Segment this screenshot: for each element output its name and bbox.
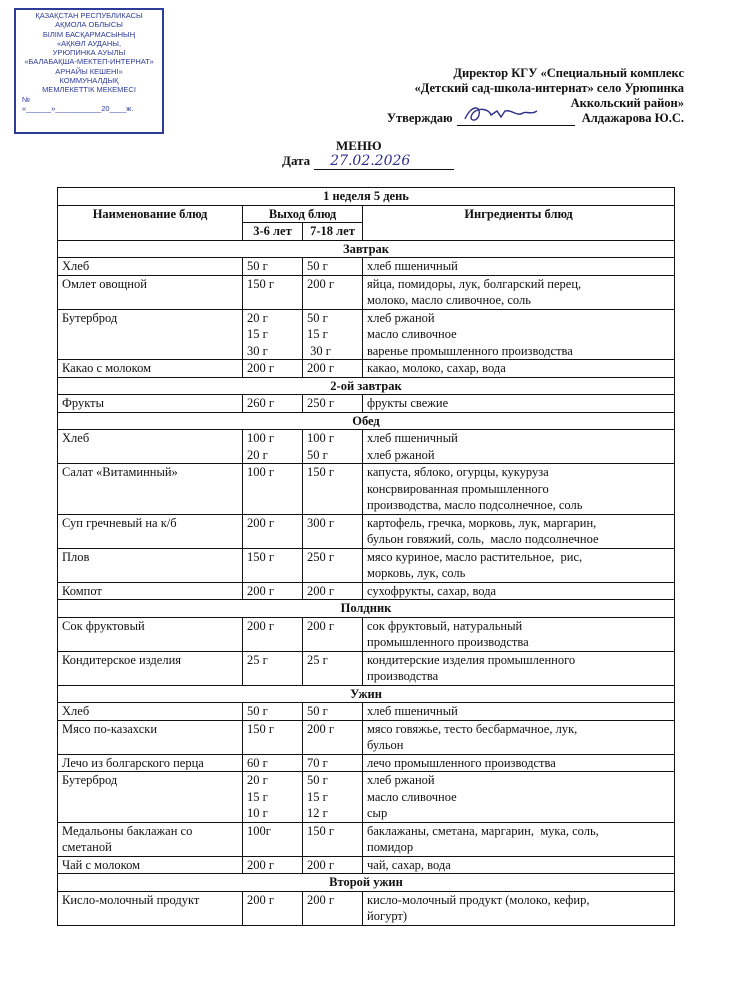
dish-name: Кондитерское изделия: [58, 651, 243, 685]
yield-7-18-cell: [303, 395, 363, 413]
page-title: МЕНЮ: [336, 138, 382, 153]
ingredients-line: хлеб пшеничный: [367, 704, 458, 718]
yield-3-6-cell: [243, 703, 303, 721]
yield-7-18-line: 150 г: [307, 823, 335, 838]
yield-3-6-line: 100 г: [247, 465, 275, 479]
yield-7-18-cell: [303, 856, 363, 874]
yield-7-18-line: 150 г: [307, 465, 335, 479]
col-ingredients-header: Ингредиенты блюд: [363, 205, 675, 240]
ingredients-line: чай, сахар, вода: [367, 857, 451, 872]
col-age-3-6-header: 3-6 лет: [243, 223, 303, 241]
yield-7-18-line: 200 г: [307, 276, 335, 291]
table-row: [58, 360, 675, 378]
ingredients-cell: [363, 703, 675, 721]
meal-section-title: Второй ужин: [58, 874, 675, 892]
yield-7-18-cell: [303, 275, 363, 309]
yield-7-18-line: 250 г: [307, 549, 335, 564]
yield-3-6-cell: [243, 464, 303, 515]
table-row: [58, 703, 675, 721]
yield-7-18-line: 250 г: [307, 396, 335, 410]
col-yield-header: Выход блюд: [243, 205, 363, 223]
yield-3-6-cell: [243, 617, 303, 651]
table-row: [58, 275, 675, 309]
ingredients-cell: [363, 514, 675, 548]
yield-3-6-cell: [243, 856, 303, 874]
yield-3-6-line: 100 г: [247, 431, 275, 445]
table-row: [58, 754, 675, 772]
dish-name: Омлет овощной: [58, 275, 243, 309]
yield-7-18-line: 300 г: [307, 515, 335, 530]
yield-3-6-line: 25 г: [247, 652, 268, 667]
ingredients-cell: [363, 360, 675, 378]
yield-7-18-line: 50 г: [307, 704, 328, 718]
ingredients-cell: [363, 617, 675, 651]
ingredients-line: яйца, помидоры, лук, болгарский перец,: [367, 276, 582, 291]
yield-3-6-line: 10 г: [247, 806, 268, 820]
week-header: 1 неделя 5 день: [58, 188, 675, 206]
table-row: [58, 514, 675, 548]
meal-section-title: Обед: [58, 412, 675, 430]
approval-line-2: «Детский сад-школа-интернат» село Урюпинка: [414, 81, 684, 95]
yield-3-6-line: 30 г: [247, 343, 268, 358]
table-row: [58, 395, 675, 413]
yield-7-18-line: 30 г: [307, 343, 331, 358]
ingredients-cell: [363, 772, 675, 823]
ingredients-cell: [363, 430, 675, 464]
ingredients-line: какао, молоко, сахар, вода: [367, 361, 506, 375]
director-name: Алдажарова Ю.С.: [581, 111, 684, 125]
table-row: [58, 430, 675, 464]
dish-name: Какао с молоком: [58, 360, 243, 378]
table-row: [58, 548, 675, 582]
col-age-7-18-header: 7-18 лет: [303, 223, 363, 241]
ingredients-line: хлеб пшеничный: [367, 259, 458, 273]
yield-3-6-line: 150 г: [247, 549, 275, 564]
ingredients-line: мясо говяжье, тесто бесбармачное, лук,: [367, 721, 578, 736]
table-row: [58, 822, 675, 856]
menu-table: [57, 187, 675, 926]
ingredients-line: консрвированная промышленного: [367, 481, 549, 496]
yield-3-6-line: 15 г: [247, 327, 268, 341]
yield-7-18-line: 200 г: [307, 583, 335, 598]
yield-7-18-cell: [303, 514, 363, 548]
yield-3-6-line: 20 г: [247, 773, 268, 787]
yield-3-6-cell: [243, 514, 303, 548]
table-row: [58, 891, 675, 925]
yield-7-18-line: 50 г: [307, 447, 328, 462]
yield-7-18-line: 200 г: [307, 721, 335, 736]
dish-name: Хлеб: [58, 430, 243, 464]
yield-7-18-line: 70 г: [307, 755, 328, 770]
dish-name: Бутерброд: [58, 309, 243, 360]
yield-7-18-cell: [303, 548, 363, 582]
stamp-line: «БАЛАБАҚША-МЕКТЕП-ИНТЕРНАТ»: [24, 57, 154, 67]
meal-section-title: 2-ой завтрак: [58, 377, 675, 395]
ingredients-line: производства: [367, 669, 439, 683]
ingredients-cell: [363, 651, 675, 685]
dish-name: Сок фруктовый: [58, 617, 243, 651]
yield-7-18-line: 200 г: [307, 618, 335, 633]
yield-3-6-cell: [243, 822, 303, 856]
yield-3-6-cell: [243, 430, 303, 464]
stamp-line: МЕМЛЕКЕТТІК МЕКЕМЕСІ: [42, 85, 136, 95]
yield-3-6-cell: [243, 309, 303, 360]
ingredients-line: молоко, масло сливочное, соль: [367, 293, 531, 307]
ingredients-line: масло сливочное: [367, 789, 457, 804]
ingredients-cell: [363, 464, 675, 515]
yield-7-18-line: 50 г: [307, 310, 328, 325]
ingredients-cell: [363, 309, 675, 360]
yield-3-6-line: 200 г: [247, 892, 275, 907]
institution-stamp: [14, 8, 164, 134]
yield-3-6-line: 200 г: [247, 857, 275, 872]
yield-3-6-line: 150 г: [247, 276, 275, 291]
stamp-date: «______»___________20____ж.: [22, 103, 134, 113]
yield-3-6-line: 200 г: [247, 583, 275, 598]
yield-3-6-cell: [243, 395, 303, 413]
yield-7-18-cell: [303, 891, 363, 925]
dish-name: Компот: [58, 582, 243, 600]
dish-name: Фрукты: [58, 395, 243, 413]
ingredients-cell: [363, 720, 675, 754]
yield-3-6-line: 15 г: [247, 789, 268, 804]
ingredients-line: морковь, лук, соль: [367, 566, 466, 580]
ingredients-line: мясо куриное, масло растительное, рис,: [367, 549, 583, 564]
stamp-line: БІЛІМ БАСҚАРМАСЫНЫҢ: [42, 29, 136, 39]
yield-7-18-cell: [303, 772, 363, 823]
approval-block: [387, 66, 684, 126]
yield-3-6-cell: [243, 651, 303, 685]
yield-3-6-line: 60 г: [247, 755, 268, 770]
ingredients-cell: [363, 582, 675, 600]
yield-7-18-line: 200 г: [307, 857, 335, 872]
dish-name: Салат «Витаминный»: [58, 464, 243, 515]
stamp-line: УРЮПИНКА АУЫЛЫ: [52, 48, 126, 58]
signature-line: [457, 113, 575, 126]
ingredients-cell: [363, 548, 675, 582]
ingredients-cell: [363, 891, 675, 925]
date-value: 27.02.2026: [314, 153, 454, 170]
ingredients-line: промышленного производства: [367, 635, 529, 649]
yield-7-18-line: 200 г: [307, 361, 335, 375]
yield-7-18-line: 15 г: [307, 327, 328, 341]
dish-name: Кисло-молочный продукт: [58, 891, 243, 925]
ingredients-cell: [363, 275, 675, 309]
yield-7-18-line: 200 г: [307, 892, 335, 907]
dish-name: Медальоны баклажан со сметаной: [58, 822, 243, 856]
ingredients-line: хлеб ржаной: [367, 773, 435, 787]
approval-line-3: Аккольский район»: [570, 96, 684, 110]
yield-3-6-cell: [243, 258, 303, 276]
yield-7-18-cell: [303, 720, 363, 754]
approval-sign-row: [387, 111, 684, 126]
yield-3-6-cell: [243, 275, 303, 309]
stamp-line: ҚАЗАҚСТАН РЕСПУБЛИКАСЫ: [35, 11, 143, 20]
yield-7-18-line: 25 г: [307, 652, 328, 667]
yield-3-6-cell: [243, 360, 303, 378]
yield-3-6-line: 50 г: [247, 259, 268, 273]
yield-7-18-line: 50 г: [307, 773, 328, 787]
yield-3-6-cell: [243, 548, 303, 582]
yield-7-18-cell: [303, 430, 363, 464]
ingredients-cell: [363, 822, 675, 856]
dish-name: Бутерброд: [58, 772, 243, 823]
yield-3-6-line: 200 г: [247, 361, 275, 375]
ingredients-line: варенье промышленного производства: [367, 343, 573, 358]
dish-name: Хлеб: [58, 258, 243, 276]
ingredients-line: картофель, гречка, морковь, лук, маргарин,: [367, 515, 597, 530]
table-row: [58, 309, 675, 360]
ingredients-line: баклажаны, сметана, маргарин, мука, соль,: [367, 823, 599, 838]
yield-7-18-line: 15 г: [307, 789, 328, 804]
stamp-line: АҚМОЛА ОБЛЫСЫ: [55, 20, 123, 30]
yield-3-6-line: 150 г: [247, 721, 275, 736]
table-row: [58, 258, 675, 276]
dish-name: Мясо по-казахски: [58, 720, 243, 754]
ingredients-line: капуста, яблоко, огурцы, кукуруза: [367, 465, 549, 479]
stamp-line: АРНАЙЫ КЕШЕНІ»: [55, 66, 123, 76]
table-row: [58, 582, 675, 600]
dish-name: Лечо из болгарского перца: [58, 754, 243, 772]
yield-7-18-cell: [303, 360, 363, 378]
yield-3-6-line: 100г: [247, 823, 271, 838]
yield-7-18-cell: [303, 258, 363, 276]
yield-7-18-cell: [303, 582, 363, 600]
ingredients-line: помидор: [367, 840, 414, 854]
table-row: [58, 856, 675, 874]
meal-section-title: Завтрак: [58, 240, 675, 258]
ingredients-line: бульон: [367, 738, 404, 752]
ingredients-line: хлеб пшеничный: [367, 431, 458, 445]
yield-3-6-cell: [243, 772, 303, 823]
yield-3-6-cell: [243, 891, 303, 925]
ingredients-line: хлеб ржаной: [367, 447, 435, 462]
table-row: [58, 772, 675, 823]
dish-name: Суп гречневый на к/б: [58, 514, 243, 548]
yield-3-6-line: 20 г: [247, 447, 268, 462]
ingredients-line: сухофрукты, сахар, вода: [367, 583, 497, 598]
yield-3-6-line: 260 г: [247, 396, 275, 410]
yield-7-18-cell: [303, 309, 363, 360]
ingredients-line: кисло-молочный продукт (молоко, кефир,: [367, 892, 590, 907]
table-row: [58, 651, 675, 685]
yield-7-18-line: 50 г: [307, 259, 328, 273]
ingredients-cell: [363, 754, 675, 772]
col-name-header: Наименование блюд: [58, 205, 243, 240]
stamp-line: КОММУНАЛДЫҚ: [59, 76, 119, 86]
meal-section-title: Полдник: [58, 600, 675, 618]
ingredients-line: йогурт): [367, 909, 408, 923]
dish-name: Чай с молоком: [58, 856, 243, 874]
meal-section-title: Ужин: [58, 685, 675, 703]
yield-7-18-cell: [303, 822, 363, 856]
handwritten-signature: [461, 103, 541, 125]
ingredients-line: бульон говяжий, соль, масло подсолнечное: [367, 532, 599, 546]
yield-7-18-cell: [303, 617, 363, 651]
table-row: [58, 720, 675, 754]
yield-7-18-cell: [303, 754, 363, 772]
yield-7-18-line: 100 г: [307, 431, 335, 445]
ingredients-cell: [363, 258, 675, 276]
ingredients-line: сок фруктовый, натуральный: [367, 618, 523, 633]
stamp-number: №: [22, 94, 31, 104]
yield-3-6-cell: [243, 582, 303, 600]
date-label: Дата: [282, 153, 311, 168]
date-row: [282, 153, 454, 170]
ingredients-line: кондитерские изделия промышленного: [367, 652, 576, 667]
yield-7-18-cell: [303, 651, 363, 685]
yield-7-18-cell: [303, 703, 363, 721]
yield-3-6-line: 200 г: [247, 515, 275, 530]
stamp-line: «АҚКӨЛ АУДАНЫ,: [56, 38, 122, 48]
yield-3-6-line: 200 г: [247, 618, 275, 633]
yield-7-18-line: 12 г: [307, 806, 328, 820]
yield-3-6-line: 50 г: [247, 704, 268, 718]
approve-label: Утверждаю: [386, 111, 453, 125]
table-row: [58, 617, 675, 651]
ingredients-cell: [363, 856, 675, 874]
yield-3-6-line: 20 г: [247, 310, 268, 325]
ingredients-line: хлеб ржаной: [367, 310, 435, 325]
ingredients-line: сыр: [367, 806, 388, 820]
yield-3-6-cell: [243, 754, 303, 772]
dish-name: Плов: [58, 548, 243, 582]
ingredients-line: фрукты свежие: [367, 396, 449, 410]
ingredients-line: лечо промышленного производства: [367, 755, 556, 770]
yield-3-6-cell: [243, 720, 303, 754]
ingredients-cell: [363, 395, 675, 413]
ingredients-line: масло сливочное: [367, 327, 457, 341]
yield-7-18-cell: [303, 464, 363, 515]
approval-line-1: Директор КГУ «Специальный комплекс: [453, 66, 684, 80]
table-row: [58, 464, 675, 515]
dish-name: Хлеб: [58, 703, 243, 721]
ingredients-line: производства, масло подсолнечное, соль: [367, 498, 583, 512]
